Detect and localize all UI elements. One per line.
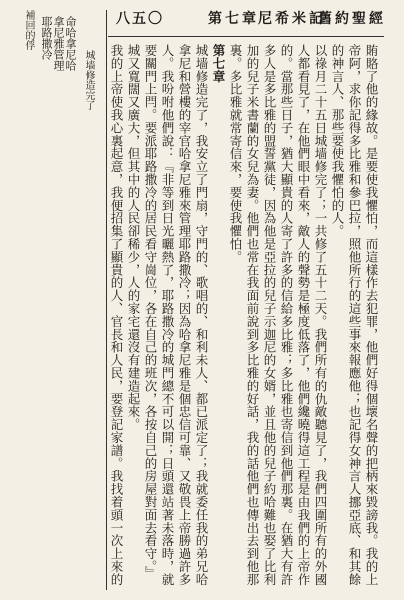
marginal-note: 城墙修造完了 bbox=[83, 50, 94, 110]
marginal-note: 命哈拿尼哈拿尼雅管理耶路撒冷 bbox=[40, 16, 77, 71]
chapter-heading: 第七章 bbox=[208, 11, 259, 27]
section-heading: 第七章 bbox=[211, 44, 226, 83]
paragraph: 以祿月二十五日城墙修完了；一共修了五十二天。我們所有的仇敵聽見了，我們四圍所有的外國人都看見了，在他們眼中看來，敵人的聲勢是極度低落了，他們纔曉得這工程是由我們的上帝作的。當那些日子，猶大顯貴的人寄了許多的信給多比雅；多比雅也寄信到他們那裏。在猶大有許多人是多比雅的盟誓黨徒，因為他是亞拉的兒子示迦尼的女婿，並且他的兒子約哈難也娶了比利加的兒子米書蘭的女兒為妻。他們也常在我面前說到多比雅的好話，我的話他們也傳出去到他那裏。多比雅就常寄信來，要使我懼怕。 bbox=[228, 44, 328, 586]
paragraph: 城墙修造完了，我安立了門扇，守門的、歌唱的、和利未人、都已派定了；我就委任我的弟兄哈拿尼和營樓的宰官哈拿尼雅來管理耶路撒冷；因為哈拿尼雅是個忠信可靠、又敬畏上帝勝過許多人。我吩咐他們說：『非等到日光曬熱了，耶路撒冷的城門總不可以開；日頭還站著未落時，就要關門上閂。要派耶路撒冷的居民看守崗位，各在自己的班次，各按自己的房屋對面去看守。』城又寬闊又廣大，但其中的人民卻稀少，人的家宅還沒有建造起來。 bbox=[126, 44, 209, 586]
paragraph: 我的上帝使我心裏起意，我便招集了顯貴的人、官長和人民，要登記家譜。我找着頭一次上來的 bbox=[109, 44, 124, 586]
margin-rule bbox=[106, 10, 107, 590]
paragraph: 賄賂了他的緣故。是要使我懼怕，而這樣作去犯罪，他們好得個壞名聲的把柄來毀謗我。我的上帝阿，求你記得多比雅和參巴拉，照他所行的這些事來報應他；也記得女神言人挪亞底、和其餘的神言人、那些要使我懼怕的人。 bbox=[330, 44, 379, 586]
main-text bbox=[108, 44, 380, 592]
marginal-note: 補回的俘 bbox=[23, 10, 34, 50]
book-title: 舊約聖經 bbox=[318, 11, 386, 27]
page-number: 八五〇 bbox=[116, 11, 164, 27]
marginal-notes bbox=[8, 10, 104, 590]
chapter-book-title: 尼希米記 bbox=[258, 11, 326, 27]
header-rule bbox=[108, 36, 384, 37]
